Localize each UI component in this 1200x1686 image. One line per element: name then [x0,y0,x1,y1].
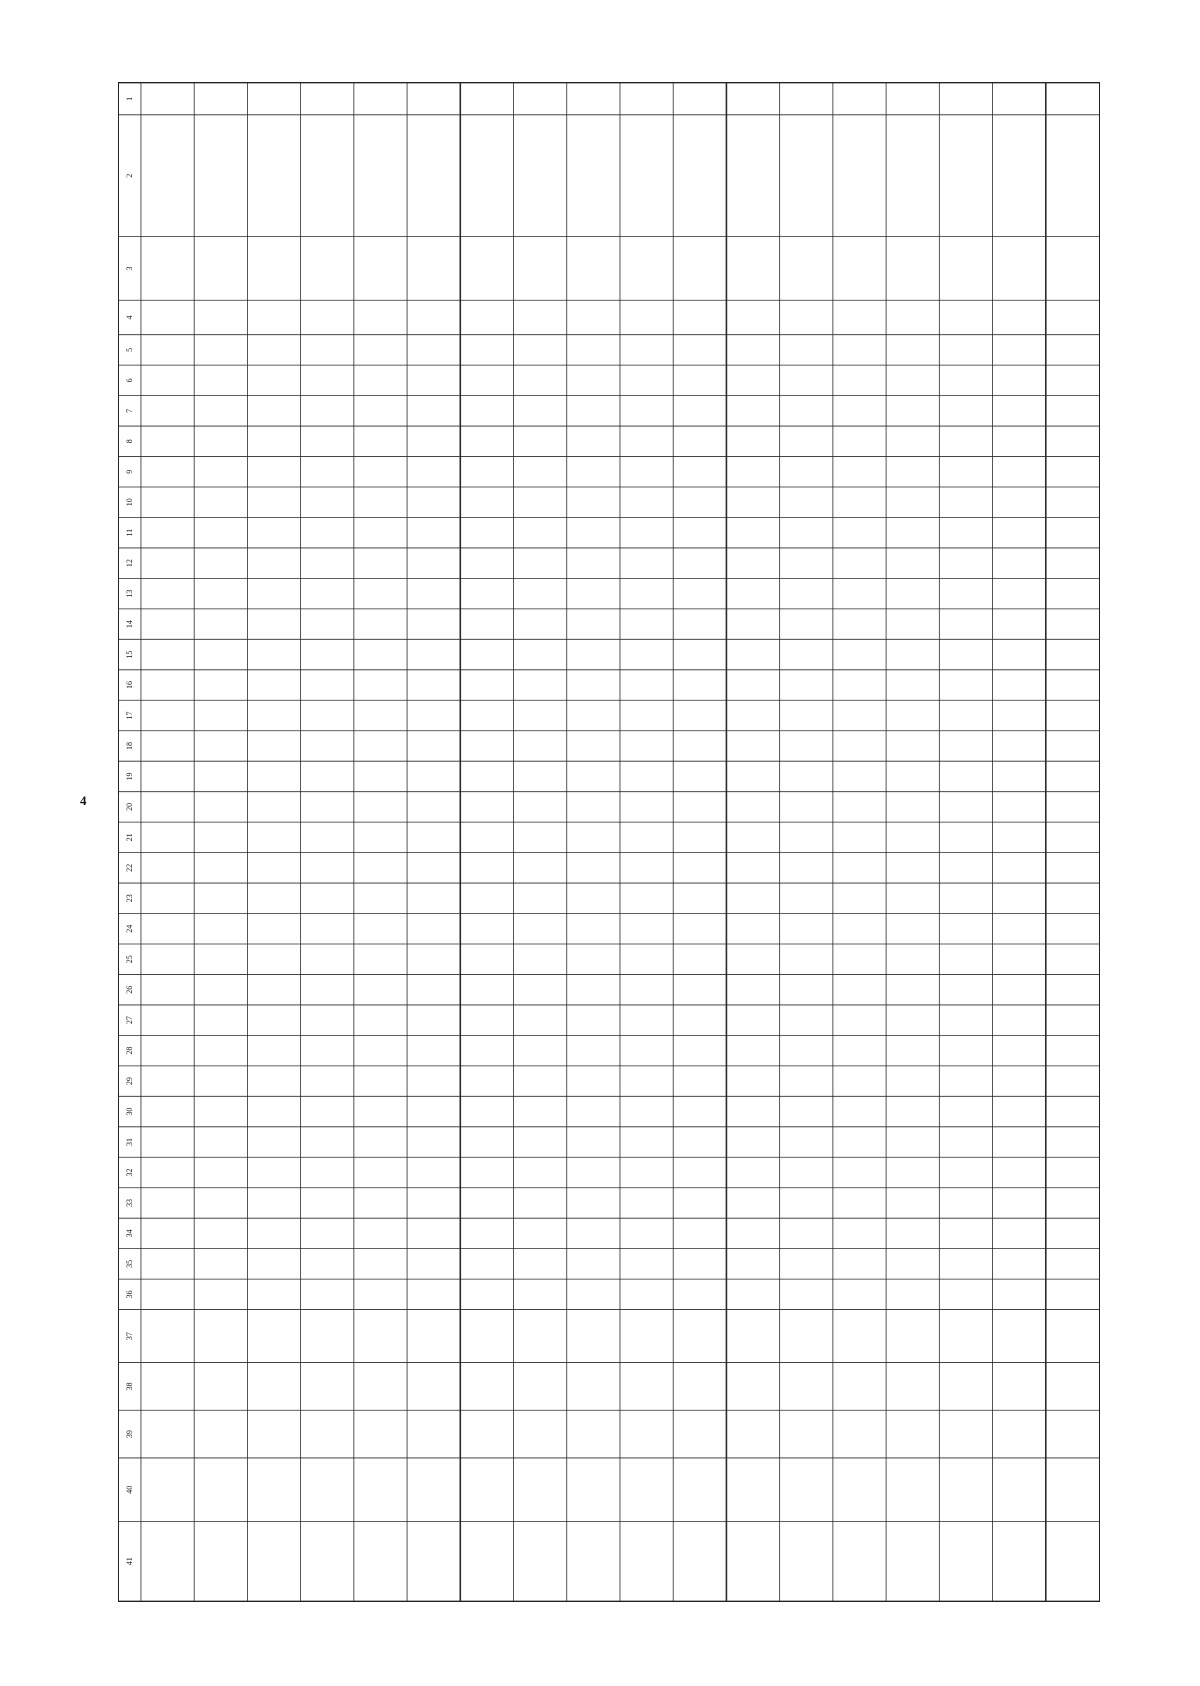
column-number: 41 [124,1557,134,1566]
column-number: 3 [124,266,134,271]
column-number: 24 [124,924,134,933]
column-number: 21 [124,833,134,842]
column-number: 22 [124,863,134,872]
column-number: 2 [124,173,134,178]
table-grid [119,83,1099,1601]
column-number: 36 [124,1290,134,1299]
column-number: 9 [124,469,134,474]
column-number: 11 [124,528,134,537]
column-number: 17 [124,711,134,720]
column-number: 10 [124,498,134,507]
column-number: 29 [124,1077,134,1086]
column-number: 5 [124,347,134,352]
page-mark: 4 [80,793,87,808]
column-number: 38 [124,1382,134,1391]
column-number: 35 [124,1259,134,1268]
column-number: 6 [124,378,134,383]
column-number: 34 [124,1229,134,1238]
column-number: 8 [124,439,134,444]
rotated-data-table [118,82,1100,1602]
column-number: 20 [124,802,134,811]
column-number: 37 [124,1332,134,1341]
column-number: 18 [124,741,134,750]
column-number: 27 [124,1016,134,1025]
column-number: 26 [124,985,134,994]
column-number: 30 [124,1107,134,1116]
column-number: 12 [124,559,134,568]
column-number: 28 [124,1046,134,1055]
column-number: 7 [124,408,134,413]
column-number: 33 [124,1198,134,1207]
column-number: 25 [124,955,134,964]
column-number: 15 [124,650,134,659]
column-number: 40 [124,1485,134,1494]
column-number: 13 [124,589,134,598]
column-number: 39 [124,1430,134,1439]
column-number: 31 [124,1138,134,1147]
column-number: 4 [124,315,134,320]
column-number: 16 [124,681,134,690]
column-number: 14 [124,620,134,629]
column-number: 23 [124,894,134,903]
column-number: 32 [124,1168,134,1177]
column-number: 1 [124,96,134,101]
column-number: 19 [124,772,134,781]
